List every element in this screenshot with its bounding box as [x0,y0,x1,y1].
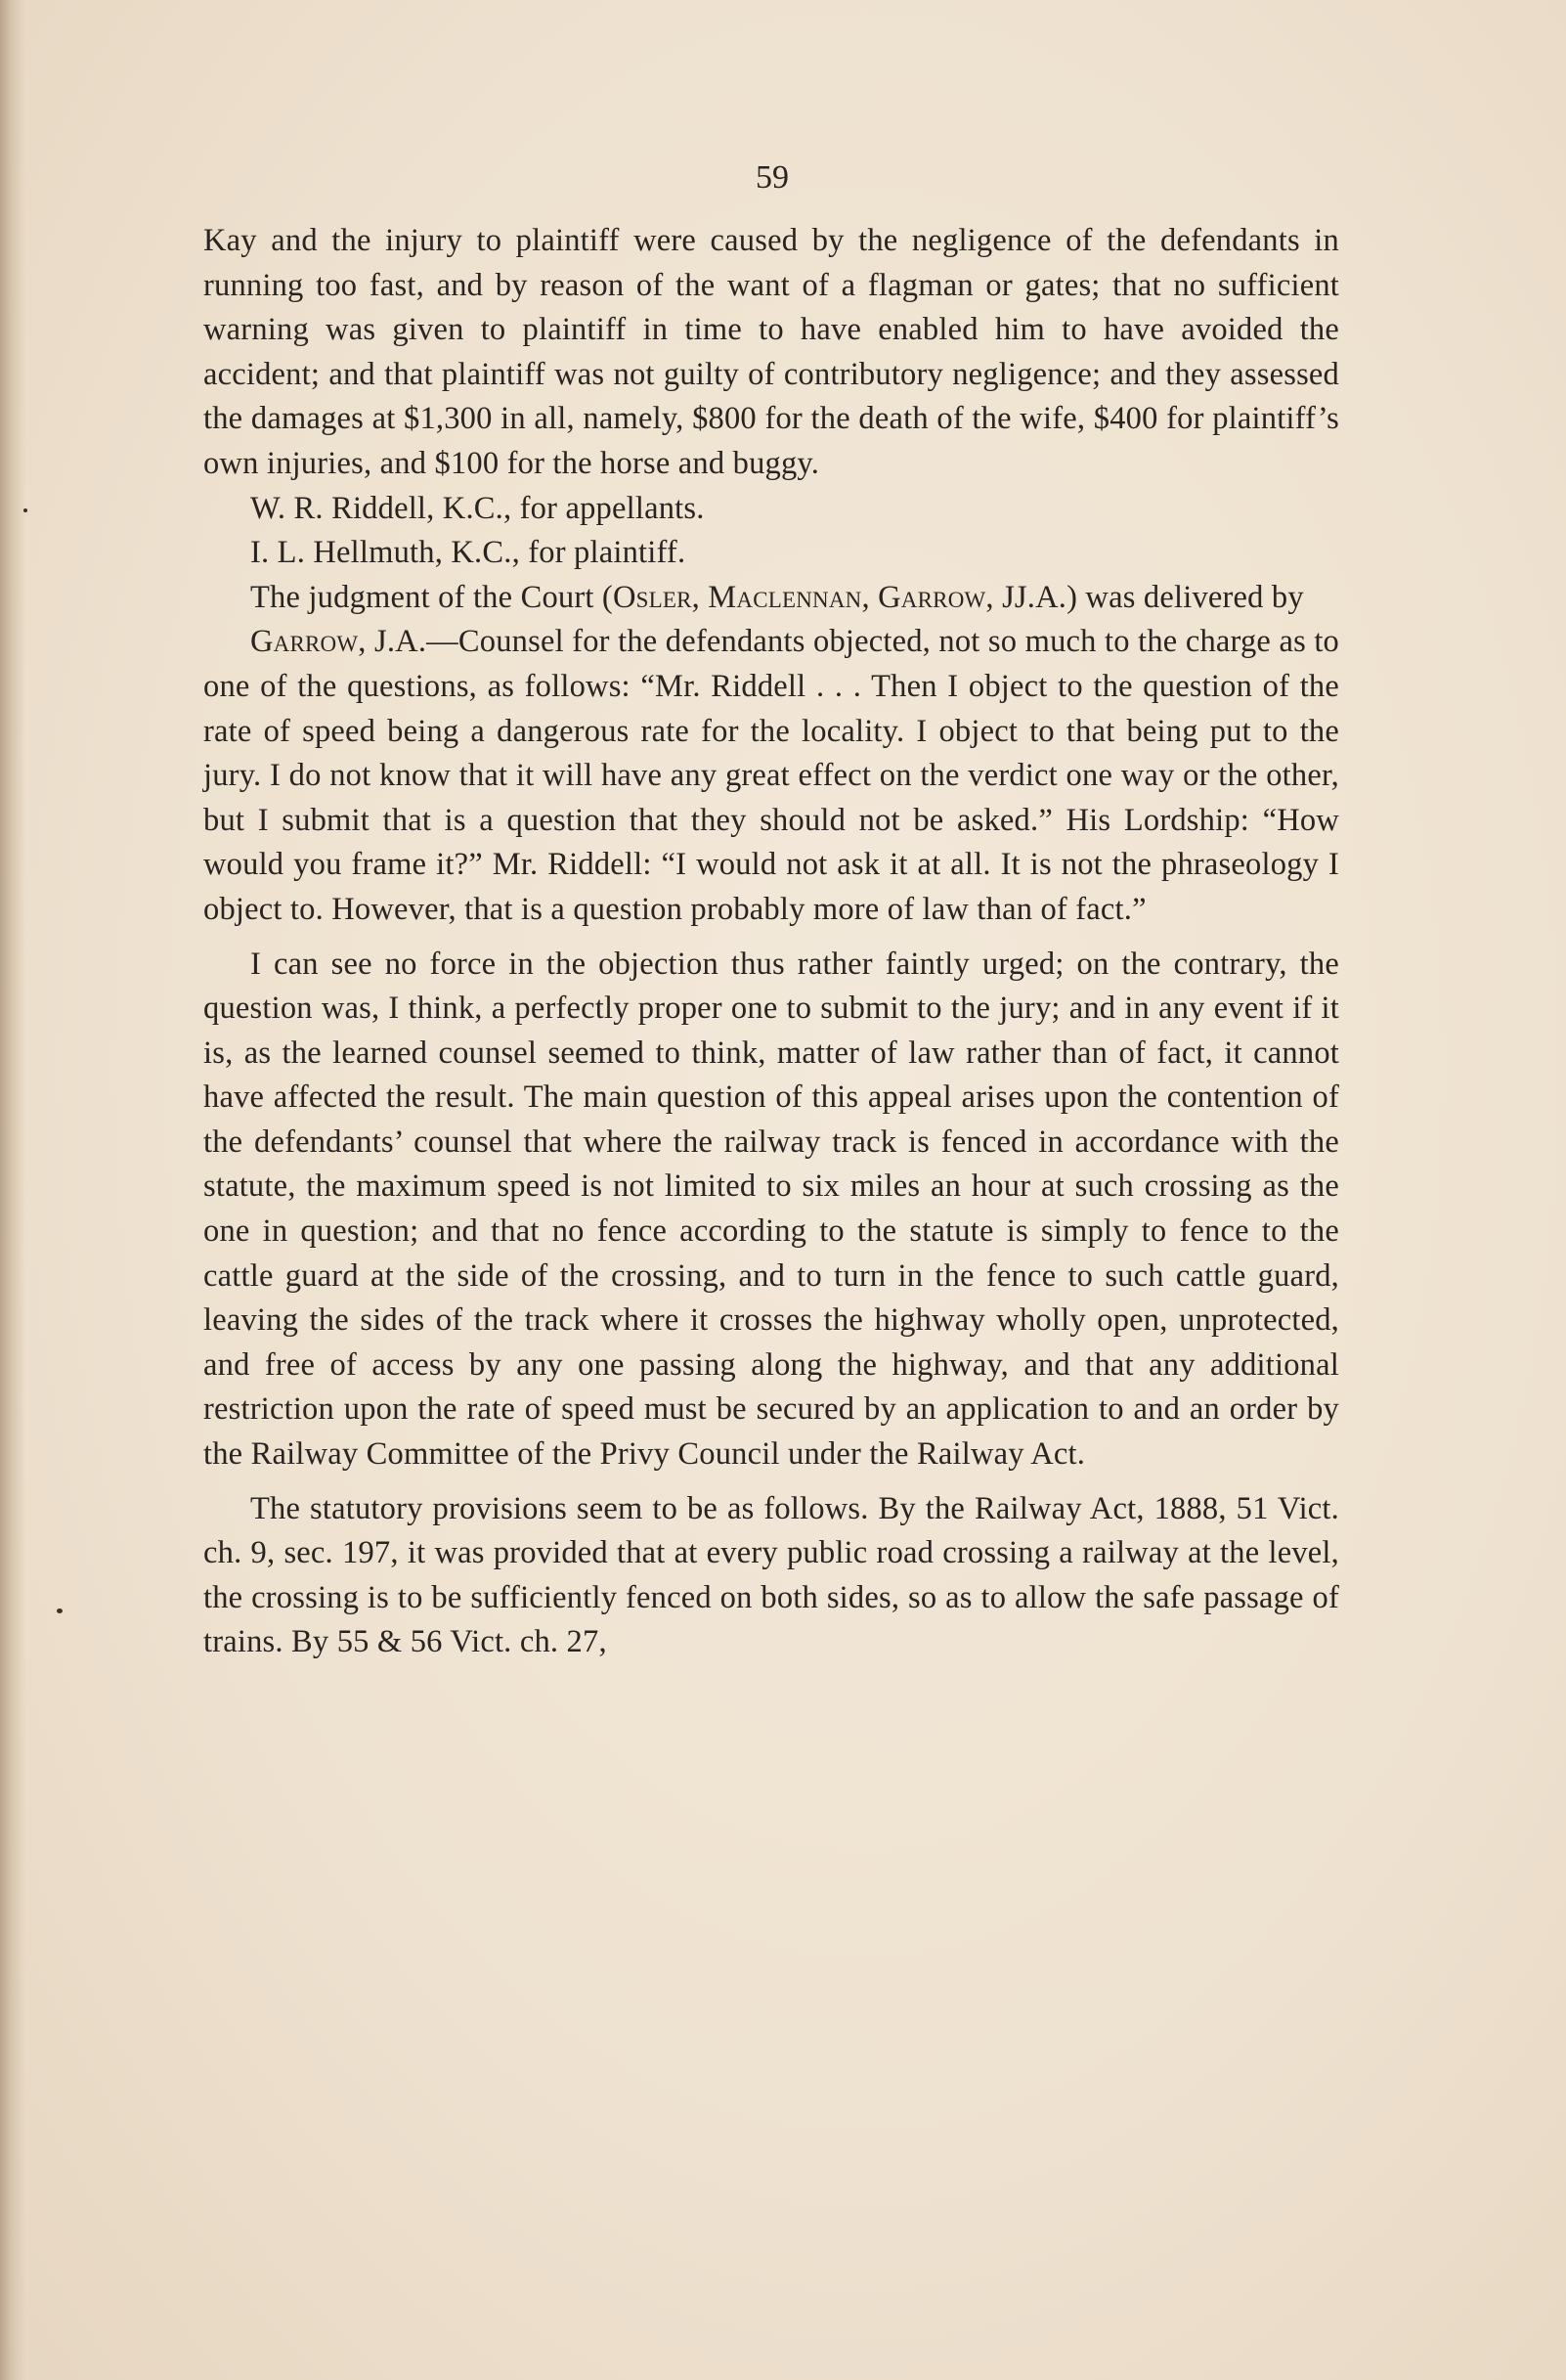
paragraph-counsel-plaintiff: I. L. Hellmuth, K.C., for plaintiff. [250,535,686,571]
paragraph-main-question: I can see no force in the objection thus rather faintly urged; on the contrary, the question was, I think, a perfectly proper one to submit to the jury; and in any event if it is, as the learned counsel seemed to think, matter of law rather than of fact, it cannot have affected the result. The main question of this appeal arises upon the contention of the defendants’ counsel that where the railway track is fenced in accordance with the statute, the maximum speed is not limited to six miles an hour at such crossing as the one in question; and that no fence according to the statute is simply to fence to the cattle guard at the side of the crossing, and to turn in the fence to such cattle guard, leaving the sides of the track where it crosses the highway wholly open, unprotected, and free of access by any one passing along the highway, and that any additional restriction upon the rate of speed must be secured by an application to and an order by the Railway Committee of the Privy Council under the Railway Act. [203,946,1339,1473]
judges-names: Osler, Maclennan, Garrow [612,579,986,615]
ink-speck [57,1609,63,1613]
page-edge-shadow [0,0,25,2380]
opinion-text: , J.A.—Counsel for the defendants objected, not so much to the charge as to one of the questions, as follows: “Mr. Riddell . . . Then I object to the question of the rate of speed being a dangerous rate for the locality. I object to that being put to the jury. I do not know that it will have any great effect on the verdict one way or the other, but I submit that is a question that they should not be asked.” His Lordship: “How would you frame it?” Mr. Riddell: “I would not ask it at all. It is not the phraseology I object to. However, that is a question probably more of law than of fact.” [203,624,1339,927]
page-number: 59 [756,159,789,196]
judgment-intro-tail: , JJ.A.) was delivered by [985,579,1304,615]
ink-speck [23,508,27,512]
judge-name: Garrow [250,624,359,660]
paragraph-judgment-intro [203,576,1339,621]
paragraph-verdict: Kay and the injury to plaintiff were caused by the negligence of the defendants in running too fast, and by reason of the want of a flagman or gates; that no sufficient warning was given to plaintiff in time to have enabled him to have avoided the accident; and that plaintiff was not guilty of contributory negligence; and they assessed the damages at $1,300 in all, namely, $800 for the death of the wife, $400 for plaintiff’s own injuries, and $100 for the horse and buggy. [203,223,1339,481]
paragraph-statutory-provisions: The statutory provisions seem to be as follows. By the Railway Act, 1888, 51 Vict. ch. 9, sec. 197, it was provided that at every public road crossing a railway at the level, the crossing is to be sufficiently fenced on both sides, so as to allow the safe passage of trains. By 55 & 56 Vict. ch. 27, [203,1490,1339,1660]
paragraph-counsel-appellants: W. R. Riddell, K.C., for appellants. [250,490,705,526]
judgment-intro-text: The judgment of the Court ( [250,579,613,615]
paragraph-garrow-opinion [203,620,1339,932]
body-text [203,219,1339,1665]
